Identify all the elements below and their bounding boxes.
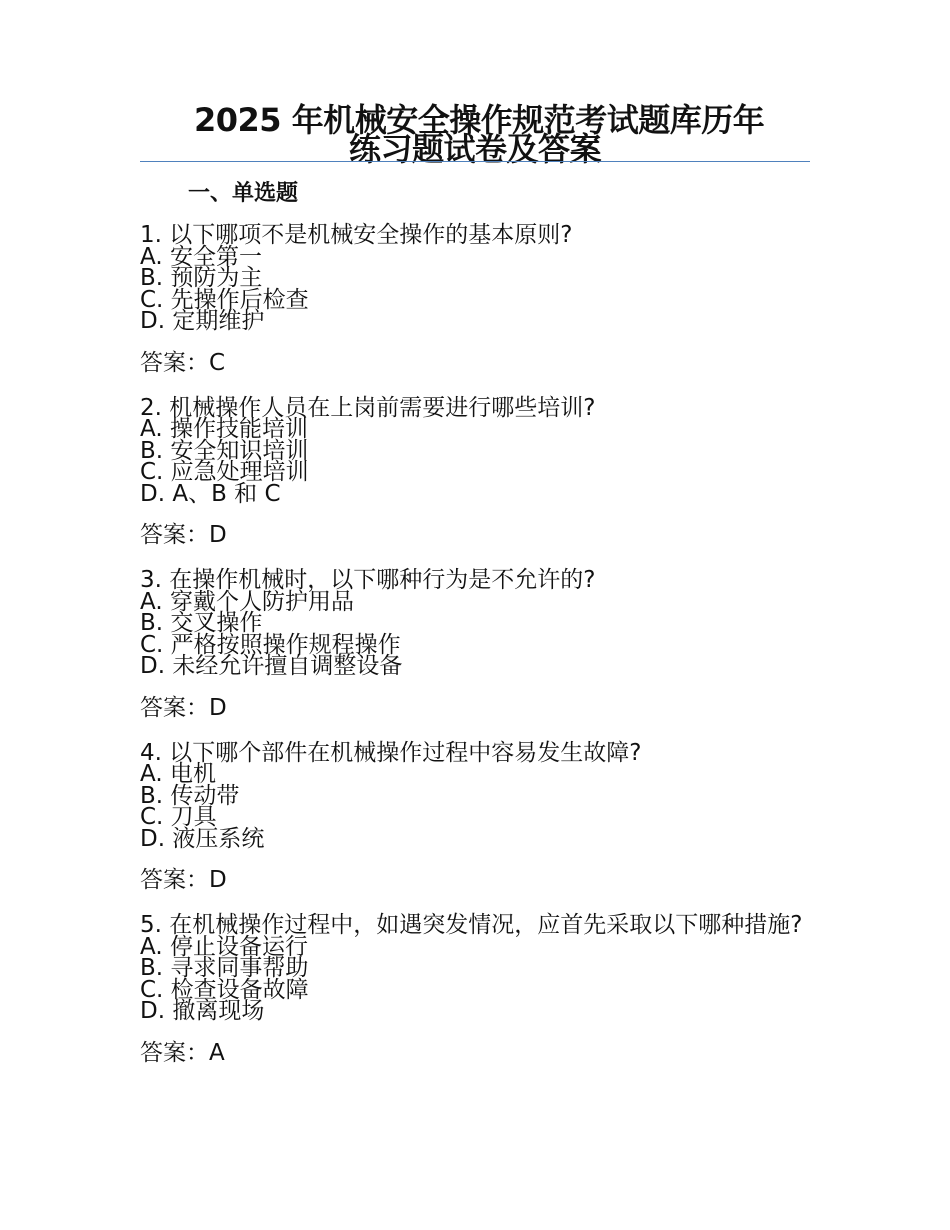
option-d: D. 液压系统 <box>140 825 265 852</box>
question-list <box>140 222 810 1088</box>
title-underline <box>140 161 810 162</box>
answer-text: 答案：C <box>140 349 226 376</box>
question-text: 1. 以下哪项不是机械安全操作的基本原则? <box>140 222 573 248</box>
option-b: B. 预防为主 <box>140 265 263 291</box>
option-c: C. 先操作后检查 <box>140 286 309 313</box>
option-a: A. 操作技能培训 <box>140 416 308 442</box>
option-c: C. 应急处理培训 <box>140 459 309 485</box>
option-a: A. 停止设备运行 <box>140 933 308 960</box>
option-a: A. 安全第一 <box>140 243 262 270</box>
option-c: C. 刀具 <box>140 804 217 830</box>
answer-text: 答案：A <box>140 1039 225 1066</box>
answer-text: 答案：D <box>140 867 227 893</box>
question-item <box>140 912 810 1067</box>
title-line-2: 练习题试卷及答案 <box>348 130 601 168</box>
section-heading: 一、单选题 <box>188 181 299 206</box>
option-b: B. 交叉操作 <box>140 610 263 636</box>
option-d: D. 撤离现场 <box>140 998 265 1024</box>
answer-text: 答案：D <box>140 694 227 721</box>
option-a: A. 电机 <box>140 761 216 787</box>
question-text: 5. 在机械操作过程中，如遇突发情况，应首先采取以下哪种措施? <box>140 912 803 938</box>
option-d: D. A、B 和 C <box>140 480 281 507</box>
option-c: C. 严格按照操作规程操作 <box>140 631 401 658</box>
option-c: C. 检查设备故障 <box>140 976 309 1003</box>
option-a: A. 穿戴个人防护用品 <box>140 588 354 615</box>
title-line-1: 2025 年机械安全操作规范考试题库历年 <box>194 101 765 139</box>
option-b: B. 寻求同事帮助 <box>140 955 309 981</box>
question-item <box>140 567 810 722</box>
question-text: 4. 以下哪个部件在机械操作过程中容易发生故障? <box>140 739 642 766</box>
option-b: B. 安全知识培训 <box>140 437 309 464</box>
option-b: B. 传动带 <box>140 782 240 809</box>
option-d: D. 定期维护 <box>140 308 265 334</box>
question-item <box>140 739 810 895</box>
question-text: 2. 机械操作人员在上岗前需要进行哪些培训? <box>140 394 596 421</box>
document-title <box>140 101 810 168</box>
option-d: D. 未经允许擅自调整设备 <box>140 653 403 679</box>
question-text: 3. 在操作机械时，以下哪种行为是不允许的? <box>140 567 596 593</box>
question-item <box>140 222 810 377</box>
answer-text: 答案：D <box>140 522 227 548</box>
question-item <box>140 394 810 550</box>
